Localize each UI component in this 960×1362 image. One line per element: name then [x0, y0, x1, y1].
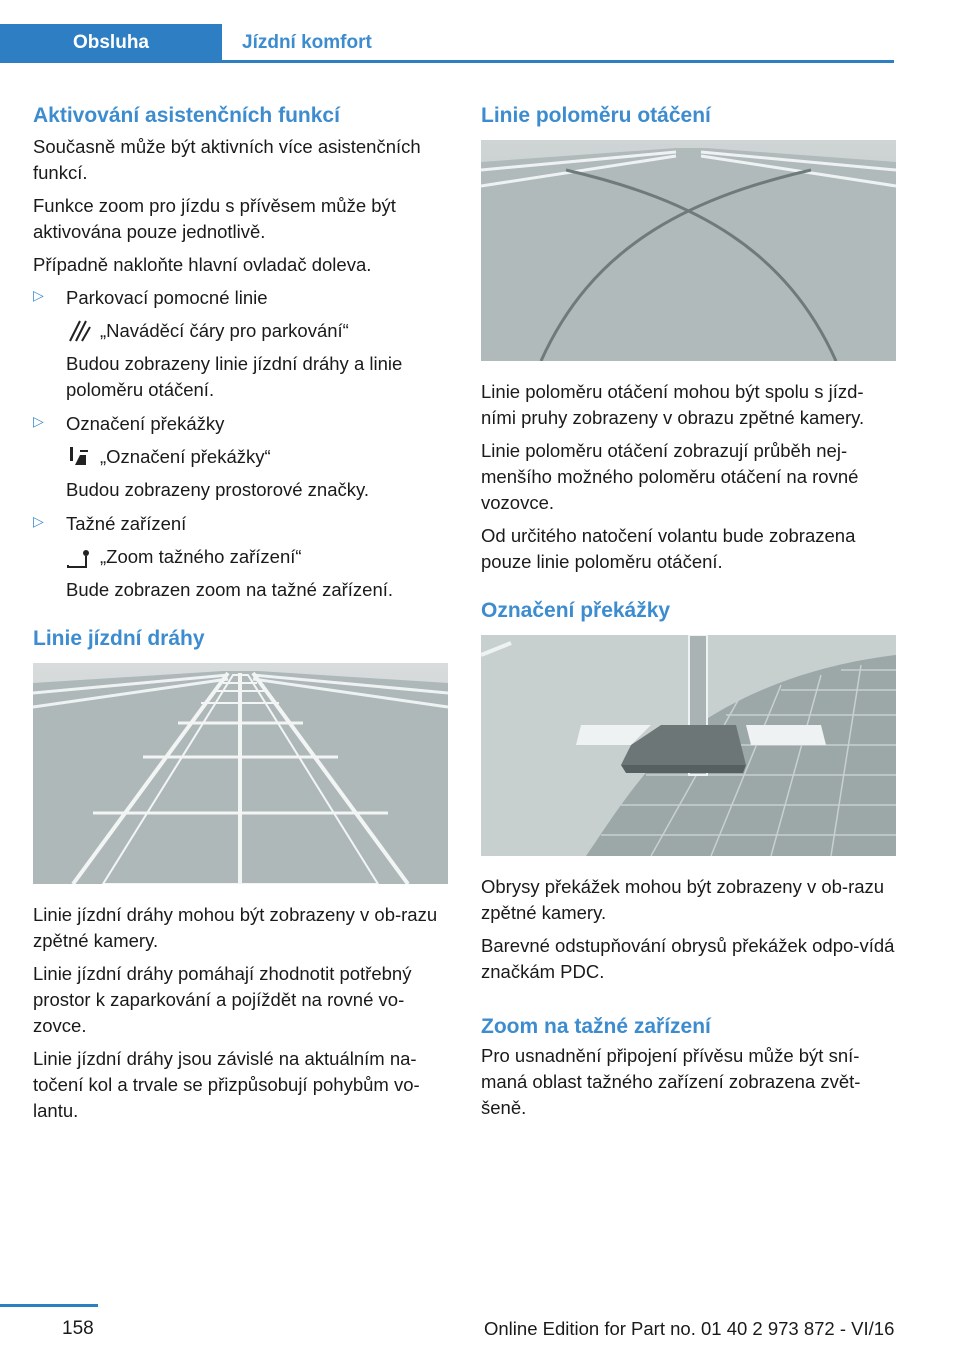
triangle-bullet-icon: ▷ [33, 413, 44, 429]
triangle-bullet-icon: ▷ [33, 513, 44, 529]
section-title-zoom-tazne: Zoom na tažné zařízení [481, 1015, 711, 1038]
paragraph: Současně může být aktivních více asistenčních funkcí. [33, 136, 421, 183]
list-item [33, 411, 448, 503]
obstacle-marking-icon [66, 445, 92, 469]
list-item [33, 511, 448, 603]
icon-label: „Označení překážky“ [100, 446, 271, 467]
turning-radius-lines-illustration [481, 140, 896, 361]
tab-obsluha[interactable]: Obsluha [0, 24, 222, 62]
paragraph: Obrysy překážek mohou být zobrazeny v ob-razu zpětné kamery. [481, 876, 885, 923]
list-item-desc: Budou zobrazeny linie jízdní dráhy a linie poloměru otáčení. [66, 353, 403, 400]
paragraph: Případně nakloňte hlavní ovladač doleva. [33, 254, 372, 275]
paragraph: Linie jízdní dráhy pomáhají zhodnotit potřebný prostor k zaparkování a pojíždět na rovné vo-zovce. [33, 963, 412, 1036]
icon-line [66, 544, 448, 570]
icon-label: „Zoom tažného zařízení“ [100, 546, 302, 567]
icon-line [66, 318, 448, 344]
icon-line [66, 444, 448, 470]
header-rule [0, 60, 894, 63]
list-item [33, 285, 448, 403]
edition-text: Online Edition for Part no. 01 40 2 973 872 - VI/16 [484, 1318, 895, 1339]
section-title-aktivovani: Aktivování asistenčních funkcí [33, 104, 340, 127]
list-item-title: Označení překážky [66, 413, 225, 434]
function-list [33, 285, 448, 603]
list-item-title: Parkovací pomocné linie [66, 287, 268, 308]
driving-lane-lines-illustration [33, 663, 448, 884]
page-footer [0, 1300, 960, 1362]
footer-rule [0, 1304, 98, 1307]
paragraph: Linie poloměru otáčení zobrazují průběh nej-menšího možného poloměru otáčení na rovné vozovce. [481, 440, 859, 513]
triangle-bullet-icon: ▷ [33, 287, 44, 303]
tab-jizdni-komfort[interactable]: Jízdní komfort [242, 32, 372, 53]
left-column [33, 102, 448, 1131]
icon-label: „Naváděcí čáry pro parkování“ [100, 320, 349, 341]
paragraph: Od určitého natočení volantu bude zobrazena pouze linie poloměru otáčení. [481, 525, 856, 572]
paragraph: Barevné odstupňování obrysů překážek odpo-vídá značkám PDC. [481, 935, 895, 982]
list-item-title: Tažné zařízení [66, 513, 187, 534]
obstacle-marking-illustration [481, 635, 896, 856]
page-number: 158 [62, 1318, 94, 1339]
paragraph: Linie jízdní dráhy jsou závislé na aktuálním na-točení kol a trvale se přizpůsobují pohybům vo-lantu. [33, 1048, 420, 1121]
paragraph: Linie poloměru otáčení mohou být spolu s jízd-ními pruhy zobrazeny v obrazu zpětné kamery. [481, 381, 865, 428]
right-column [481, 102, 896, 1128]
parking-lines-icon [66, 319, 92, 343]
list-item-desc: Budou zobrazeny prostorové značky. [66, 479, 370, 500]
tow-hitch-icon [66, 545, 92, 569]
page-header [0, 0, 960, 64]
paragraph: Funkce zoom pro jízdu s přívěsem může být aktivována pouze jednotlivě. [33, 195, 396, 242]
paragraph: Pro usnadnění připojení přívěsu může být sní-maná oblast tažného zařízení zobrazena zvět-šeně. [481, 1045, 861, 1118]
section-title-linie-jizdni-drahy: Linie jízdní dráhy [33, 627, 205, 650]
section-title-oznaceni-prekazky: Označení překážky [481, 599, 671, 622]
list-item-desc: Bude zobrazen zoom na tažné zařízení. [66, 579, 394, 600]
section-title-linie-polomeru: Linie poloměru otáčení [481, 104, 711, 127]
paragraph: Linie jízdní dráhy mohou být zobrazeny v ob-razu zpětné kamery. [33, 904, 438, 951]
